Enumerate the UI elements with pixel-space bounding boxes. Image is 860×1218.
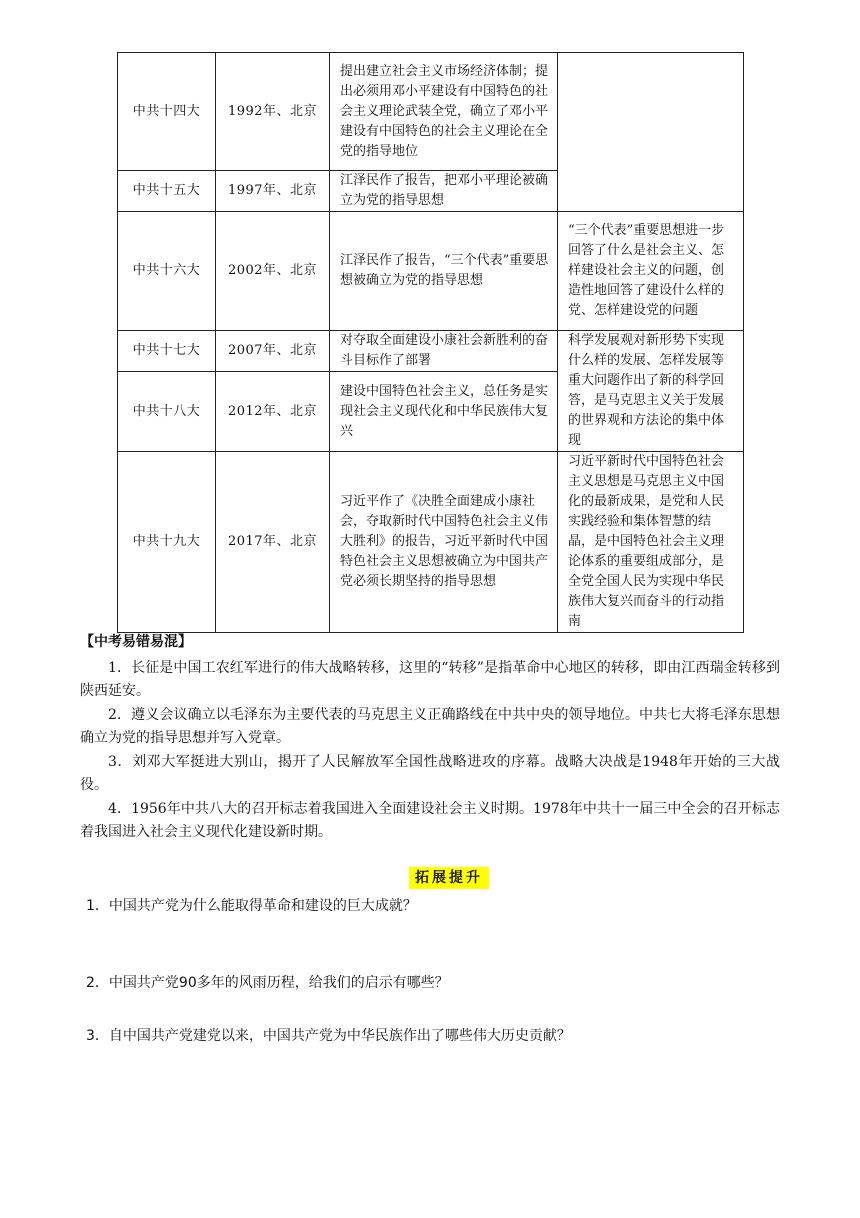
congress-time-place: 2017年、北京 [216,452,330,633]
table-row [118,331,744,372]
theory-note: 习近平新时代中国特色社会主义思想是马克思主义中国化的最新成果，是党和人民实践经验和集体智慧的结晶，是中国特色社会主义理论体系的重要组成部分，是全党全国人民为实现中华民族伟大复兴而奋斗的行动指南 [558,452,744,633]
congress-time-place: 2002年、北京 [216,212,330,331]
party-congress-table [117,52,744,633]
question-item: 3．自中国共产党建党以来，中国共产党为中华民族作出了哪些伟大历史贡献？ [86,1028,571,1044]
congress-name: 中共十九大 [118,452,216,633]
congress-name: 中共十八大 [118,372,216,452]
congress-name: 中共十六大 [118,212,216,331]
table-row [118,212,744,331]
list-item: 4．1956年中共八大的召开标志着我国进入全面建设社会主义时期。1978年中共十一届三中全会的召开标志着我国进入社会主义现代化建设新时期。 [80,801,780,840]
extension-badge: 拓展提升 [409,867,489,889]
congress-content: 江泽民作了报告，把邓小平理论被确立为党的指导思想 [330,171,558,212]
congress-time-place: 2012年、北京 [216,372,330,452]
congress-name: 中共十五大 [118,171,216,212]
congress-time-place: 1992年、北京 [216,53,330,171]
theory-note: 科学发展观对新形势下实现什么样的发展、怎样发展等重大问题作出了新的科学回答，是马克思主义关于发展的世界观和方法论的集中体现 [558,331,744,452]
list-item: 1．长征是中国工农红军进行的伟大战略转移，这里的“转移”是指革命中心地区的转移，即由江西瑞金转移到陕西延安。 [80,660,780,699]
list-item: 3．刘邓大军挺进大别山，揭开了人民解放军全国性战略进攻的序幕。战略大决战是1948年开始的三大战役。 [80,754,780,793]
question-item: 1．中国共产党为什么能取得革命和建设的巨大成就？ [86,898,417,914]
congress-content: 习近平作了《决胜全面建成小康社会，夺取新时代中国特色社会主义伟大胜利》的报告，习近平新时代中国特色社会主义思想被确立为中国共产党必须长期坚持的指导思想 [330,452,558,633]
congress-time-place: 1997年、北京 [216,171,330,212]
theory-note [558,53,744,212]
table-row [118,452,744,633]
congress-name: 中共十七大 [118,331,216,372]
mistakes-list [80,657,780,845]
table-row [118,53,744,171]
congress-content: 提出建立社会主义市场经济体制；提出必须用邓小平建设有中国特色的社会主义理论武装全党，确立了邓小平建设有中国特色的社会主义理论在全党的指导地位 [330,53,558,171]
congress-content: 建设中国特色社会主义，总任务是实现社会主义现代化和中华民族伟大复兴 [330,372,558,452]
question-item: 2．中国共产党90多年的风雨历程，给我们的启示有哪些？ [86,975,449,991]
congress-name: 中共十四大 [118,53,216,171]
list-item: 2．遵义会议确立以毛泽东为主要代表的马克思主义正确路线在中共中央的领导地位。中共七大将毛泽东思想确立为党的指导思想并写入党章。 [80,707,780,746]
congress-content: 江泽民作了报告，“三个代表”重要思想被确立为党的指导思想 [330,212,558,331]
section-heading-mistakes: 【中考易错易混】 [80,634,192,650]
congress-time-place: 2007年、北京 [216,331,330,372]
congress-content: 对夺取全面建设小康社会新胜利的奋斗目标作了部署 [330,331,558,372]
theory-note: “三个代表”重要思想进一步回答了什么是社会主义、怎样建设社会主义的问题，创造性地回答了建设什么样的党、怎样建设党的问题 [558,212,744,331]
